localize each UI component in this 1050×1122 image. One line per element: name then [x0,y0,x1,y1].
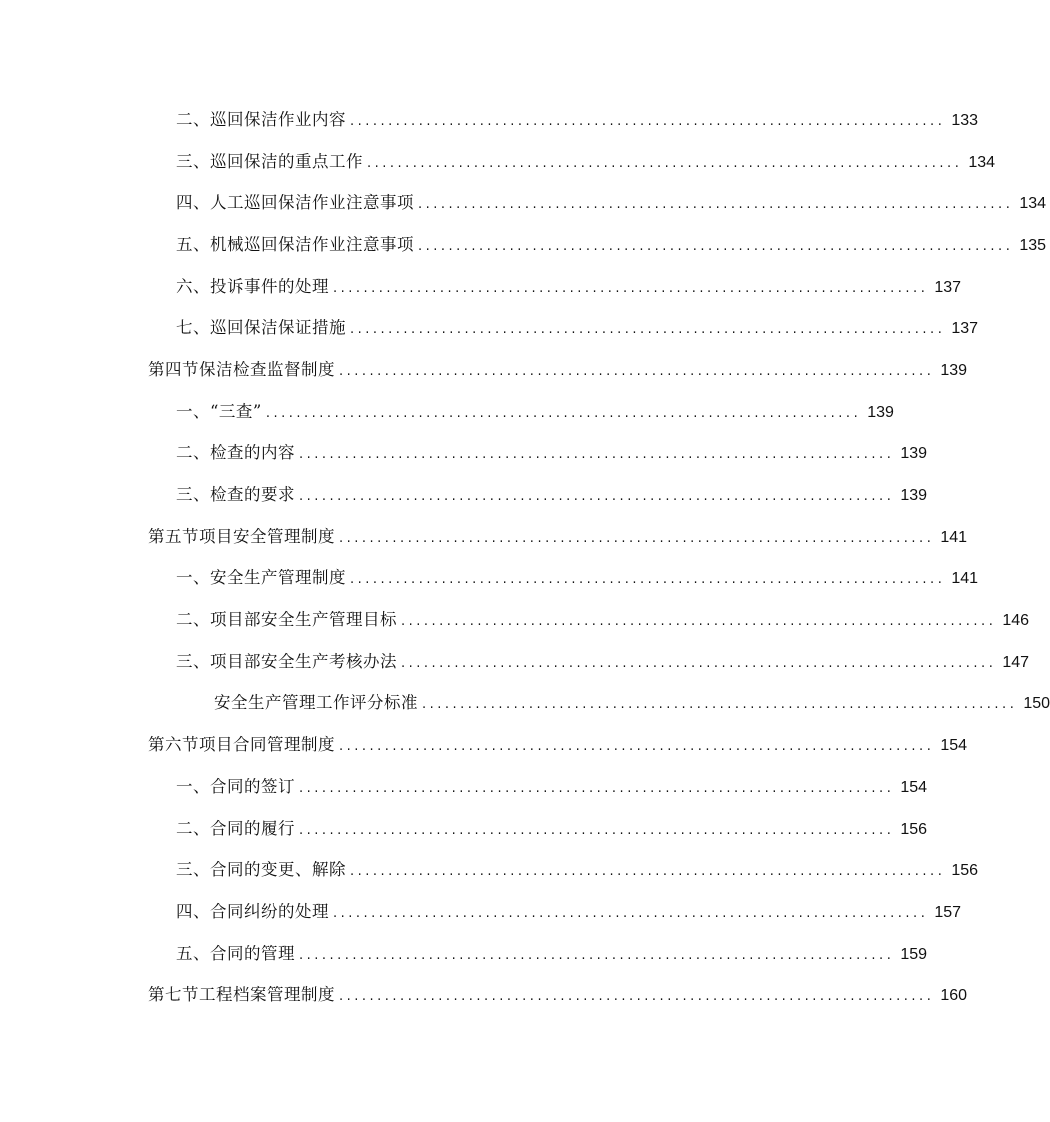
toc-leader-dots: .............................................................................. [299,489,895,505]
toc-entry-label: 一、合同的签订 [176,776,295,796]
toc-entry[interactable] [0,305,979,347]
toc-entry[interactable] [0,806,928,848]
toc-entry-label: 二、检查的内容 [176,443,295,463]
toc-entry[interactable] [0,681,1050,723]
toc-leader-dots: .............................................................................. [401,614,997,630]
toc-leader-dots: .............................................................................. [339,530,935,546]
toc-section-number: 第五节 [148,526,199,546]
toc-leader-dots: .............................................................................. [350,113,946,129]
toc-entry-label: 一、“三查” [176,401,262,421]
toc-entry[interactable] [0,931,928,973]
toc-leader-dots: .............................................................................. [418,197,1014,213]
toc-entry[interactable] [0,764,928,806]
toc-entry-label: 六、投诉事件的处理 [176,276,329,296]
toc-leader-dots: .............................................................................. [333,280,929,296]
toc-leader-dots: .............................................................................. [418,238,1014,254]
toc-page-number: 137 [934,278,962,296]
toc-entry[interactable] [0,847,979,889]
toc-entry-label: 安全生产管理工作评分标准 [214,693,418,713]
toc-entry[interactable] [0,139,996,181]
toc-entry-label: 项目合同管理制度 [199,735,335,755]
toc-entry-label: 二、巡回保洁作业内容 [176,109,346,129]
toc-section-entry[interactable] [0,514,968,556]
toc-leader-dots: .............................................................................. [401,655,997,671]
toc-page-number: 147 [1002,653,1030,671]
toc-page-number: 154 [940,737,968,755]
toc-entry-label: 三、项目部安全生产考核办法 [176,651,397,671]
toc-page-number: 134 [968,153,996,171]
toc-section-entry[interactable] [0,722,968,764]
toc-entry[interactable] [0,222,1047,264]
toc-leader-dots: .............................................................................. [299,947,895,963]
toc-page-number: 134 [1019,195,1047,213]
toc-leader-dots: .............................................................................. [350,572,946,588]
toc-page-number: 156 [951,862,979,880]
toc-entry[interactable] [0,264,962,306]
toc-entry[interactable] [0,431,928,473]
toc-page-number: 139 [940,361,968,379]
toc-entry-label: 工程档案管理制度 [199,985,335,1005]
toc-entry[interactable] [0,639,1030,681]
toc-entry-label: 一、安全生产管理制度 [176,568,346,588]
toc-leader-dots: .............................................................................. [422,697,1018,713]
toc-leader-dots: .............................................................................. [265,405,862,421]
toc-page-number: 159 [900,945,928,963]
toc-section-number: 第四节 [148,359,199,379]
toc-entry[interactable] [0,389,894,431]
toc-leader-dots: .............................................................................. [299,822,895,838]
toc-page-number: 133 [951,111,979,129]
toc-leader-dots: .............................................................................. [339,363,935,379]
toc-page-number: 139 [900,487,928,505]
toc-leader-dots: .............................................................................. [333,905,929,921]
toc-leader-dots: .............................................................................. [339,989,935,1005]
toc-page-number: 150 [1023,695,1050,713]
toc-leader-dots: .............................................................................. [367,155,963,171]
toc-entry[interactable] [0,597,1030,639]
toc-entry-label: 二、合同的履行 [176,818,295,838]
toc-entry-label: 三、合同的变更、解除 [176,860,346,880]
toc-entry[interactable] [0,97,979,139]
toc-entry-label: 四、合同纠纷的处理 [176,901,329,921]
toc-entry-label: 二、项目部安全生产管理目标 [176,610,397,630]
toc-page-number: 141 [951,570,979,588]
toc-entry-label: 四、人工巡回保洁作业注意事项 [176,193,414,213]
toc-entry-label: 保洁检查监督制度 [199,359,335,379]
toc-page-number: 157 [934,903,962,921]
toc-entry[interactable] [0,472,928,514]
toc-page-number: 139 [900,445,928,463]
toc-page-number: 156 [900,820,928,838]
toc-entry-label: 五、机械巡回保洁作业注意事项 [176,234,414,254]
table-of-contents [0,97,1050,1014]
toc-entry-label: 五、合同的管理 [176,943,295,963]
toc-section-number: 第六节 [148,735,199,755]
toc-leader-dots: .............................................................................. [350,322,946,338]
toc-entry-label: 七、巡回保洁保证措施 [176,318,346,338]
toc-leader-dots: .............................................................................. [299,447,895,463]
toc-entry-label: 三、检查的要求 [176,485,295,505]
toc-page-number: 139 [867,403,894,421]
toc-page-number: 135 [1019,236,1047,254]
toc-page-number: 160 [940,987,968,1005]
toc-entry[interactable] [0,556,979,598]
toc-section-entry[interactable] [0,972,968,1014]
toc-leader-dots: .............................................................................. [339,739,935,755]
toc-entry-label: 三、巡回保洁的重点工作 [176,151,363,171]
toc-page-number: 141 [940,528,968,546]
toc-section-entry[interactable] [0,347,968,389]
toc-page-number: 137 [951,320,979,338]
toc-leader-dots: .............................................................................. [299,780,895,796]
toc-page-number: 146 [1002,612,1030,630]
toc-entry[interactable] [0,180,1047,222]
toc-entry-label: 项目安全管理制度 [199,526,335,546]
toc-entry[interactable] [0,889,962,931]
toc-section-number: 第七节 [148,985,199,1005]
toc-page-number: 154 [900,778,928,796]
toc-leader-dots: .............................................................................. [350,864,946,880]
